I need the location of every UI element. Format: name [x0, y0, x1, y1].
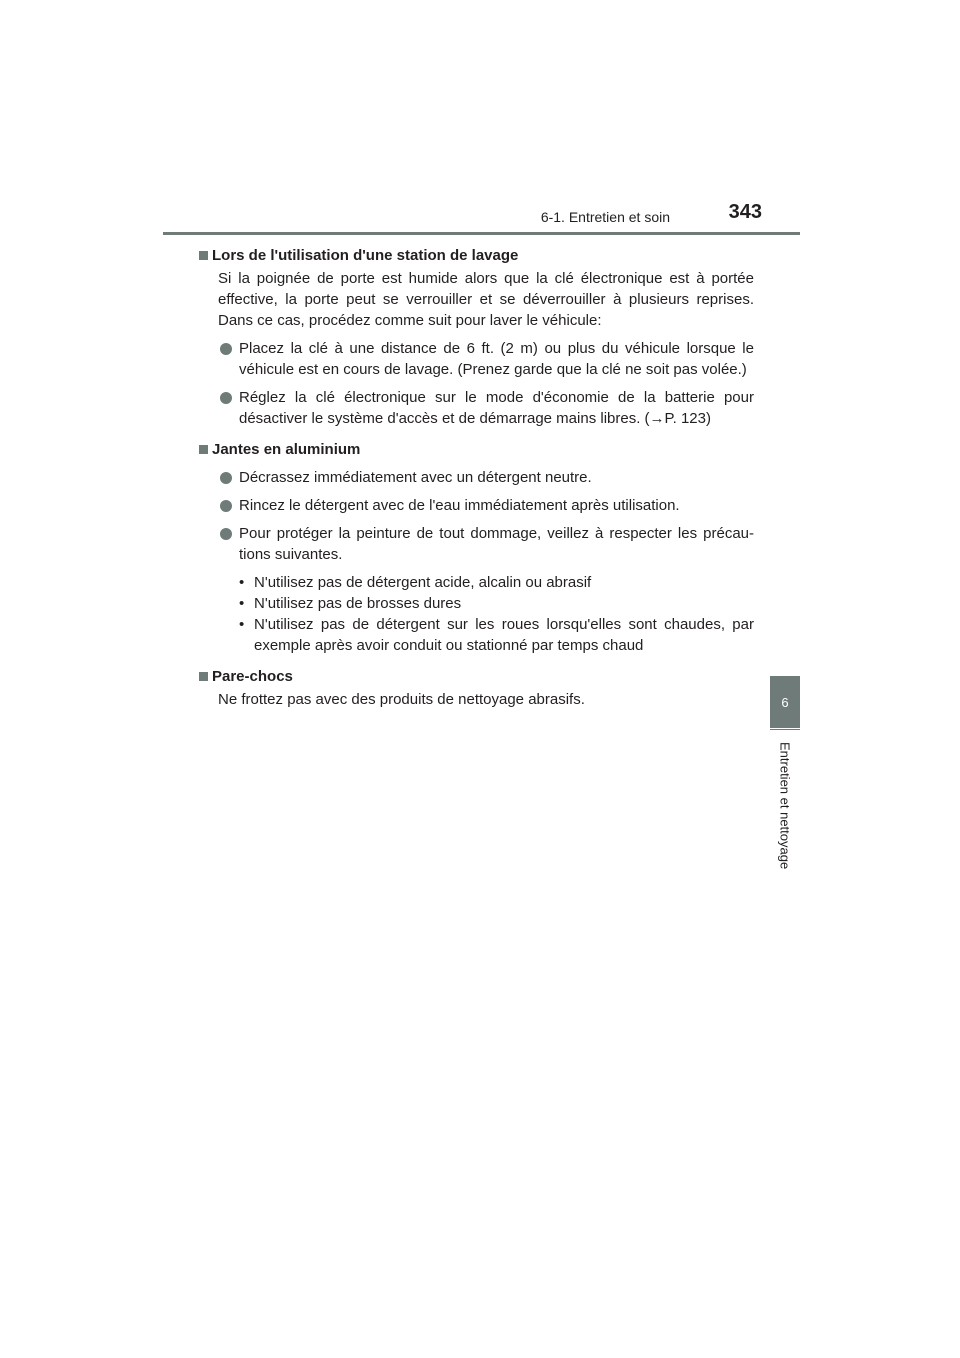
chapter-label [771, 742, 799, 892]
sub-list-item-text: N'utilisez pas de brosses dures [254, 595, 462, 612]
dot-bullet-icon: • [239, 574, 245, 591]
chapter-number: 6 [781, 694, 789, 710]
list-item-text: Réglez la clé électronique sur le mode d'économie de la batterie pour désactiver le système d'accès et de démarrage mains libres. (→P. 123) [239, 389, 754, 427]
list-item [239, 467, 754, 488]
dot-bullet-icon: • [239, 616, 245, 633]
chapter-tab-rule [770, 729, 800, 730]
square-bullet-icon [199, 251, 208, 260]
paragraph: Ne frottez pas avec des produits de nettoyage abrasifs. [218, 691, 585, 708]
page-number: 343 [728, 201, 762, 223]
heading-text: Jantes en aluminium [212, 441, 361, 458]
sub-list [239, 572, 754, 656]
list-item [239, 387, 754, 429]
list-item-text: Pour protéger la peinture de tout dommage, veillez à respecter les précau-tions suivantes. [239, 525, 754, 563]
sub-list-item-text: N'utilisez pas de détergent sur les roues lorsqu'elles sont chaudes, par exemple après avoir conduit ou stationné par temps chaud [254, 616, 754, 654]
section-heading-car-wash [212, 245, 754, 266]
round-bullet-icon [220, 392, 232, 404]
list-item-text: Placez la clé à une distance de 6 ft. (2 m) ou plus du véhicule lorsque le véhicule est en cours de lavage. (Prenez garde que la clé ne soit pas volée.) [239, 340, 754, 378]
round-bullet-icon [220, 472, 232, 484]
round-bullet-icon [220, 528, 232, 540]
heading-text: Pare-chocs [212, 668, 293, 685]
page-content [210, 240, 754, 710]
square-bullet-icon [199, 445, 208, 454]
list-item [239, 495, 754, 516]
round-bullet-icon [220, 343, 232, 355]
sub-list-item [239, 572, 754, 593]
header-rule [163, 232, 800, 235]
chapter-title: Entretien et nettoyage [777, 742, 793, 870]
list-item [239, 338, 754, 380]
sub-list-item-text: N'utilisez pas de détergent acide, alcalin ou abrasif [254, 574, 592, 591]
list-item-text: Rincez le détergent avec de l'eau immédiatement après utilisation. [239, 497, 680, 514]
section-heading-wheels [212, 439, 754, 460]
list-item-text: Décrassez immédiatement avec un détergent neutre. [239, 469, 592, 486]
square-bullet-icon [199, 672, 208, 681]
dot-bullet-icon: • [239, 595, 245, 612]
round-bullet-icon [220, 500, 232, 512]
heading-text: Lors de l'utilisation d'une station de lavage [212, 247, 519, 264]
section-title: 6-1. Entretien et soin [540, 209, 670, 225]
sub-list-item [239, 593, 754, 614]
sub-list-item [239, 614, 754, 656]
section-heading-bumpers [212, 666, 754, 687]
paragraph: Si la poignée de porte est humide alors que la clé électronique est à portée effective, la porte peut se verrouiller et se déverrouiller à plusieurs reprises. Dans ce cas, procédez comme suit pour laver le véhicule: [218, 270, 754, 329]
chapter-tab [770, 676, 800, 728]
list-item [239, 523, 754, 565]
